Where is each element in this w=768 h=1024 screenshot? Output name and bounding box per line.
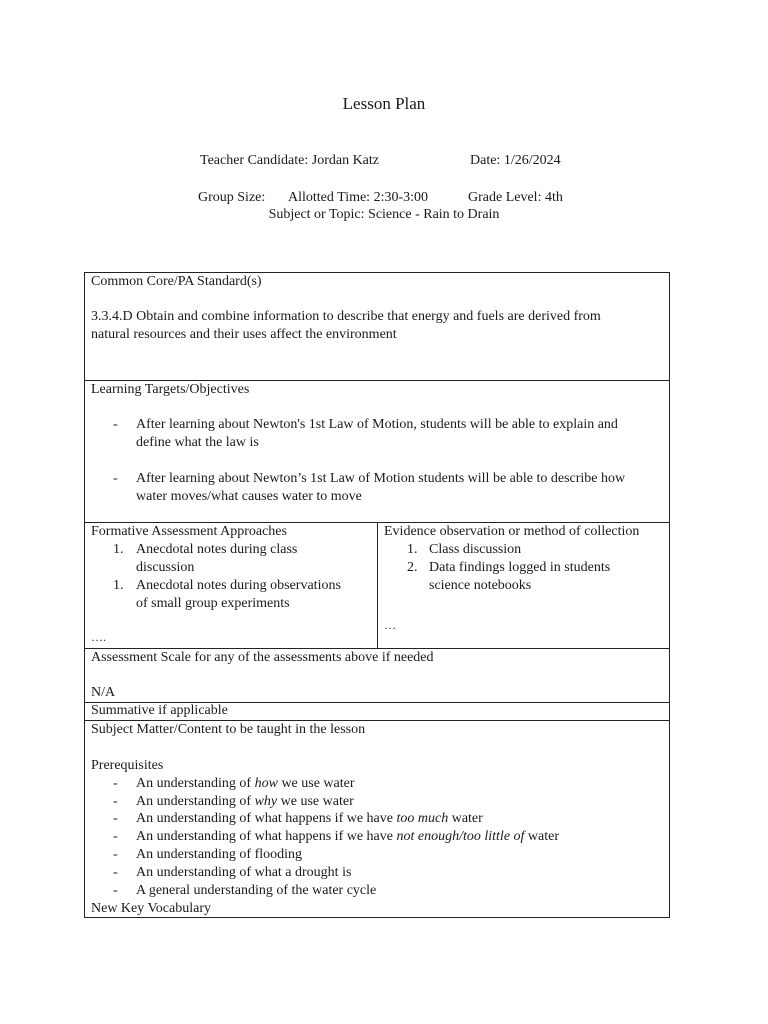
assessment-scale-heading: Assessment Scale for any of the assessments above if needed: [91, 650, 434, 665]
formative-item-2-line1: Anecdotal notes during observations: [136, 578, 341, 593]
formative-item-1-line2: discussion: [136, 560, 195, 575]
prereq-bullet-dash: -: [113, 776, 118, 791]
objectives-section: [84, 381, 670, 523]
prereq-bullet-dash: -: [113, 794, 118, 809]
assessment-scale-value: N/A: [91, 685, 116, 700]
objective-bullet-dash: -: [113, 417, 118, 432]
prereq-item-6: An understanding of what a drought is: [136, 865, 352, 880]
prereq-bullet-dash: -: [113, 883, 118, 898]
evidence-item-2-line1: Data findings logged in students: [429, 560, 611, 575]
objective-2-line1: After learning about Newton’s 1st Law of Motion students will be able to describe how: [136, 471, 626, 486]
subject-topic: Subject or Topic: Science - Rain to Drain: [268, 207, 500, 222]
column-divider: [377, 523, 378, 648]
assessment-approaches-section: [84, 523, 670, 649]
subject-matter-section: [84, 721, 670, 918]
prereq-bullet-dash: -: [113, 847, 118, 862]
formative-item-2-line2: of small group experiments: [136, 596, 290, 611]
vocabulary-heading: New Key Vocabulary: [91, 901, 212, 916]
prereq-bullet-dash: -: [113, 829, 118, 844]
prereq-bullet-dash: -: [113, 811, 118, 826]
summative-section: [84, 703, 670, 721]
lesson-date: Date: 1/26/2024: [470, 153, 561, 168]
prerequisites-heading: Prerequisites: [91, 758, 164, 773]
teacher-candidate: Teacher Candidate: Jordan Katz: [200, 153, 379, 168]
formative-item-number: 1.: [113, 542, 124, 557]
allotted-time: Allotted Time: 2:30-3:00: [288, 190, 429, 205]
standards-text-line1: 3.3.4.D Obtain and combine information to describe that energy and fuels are derived from: [91, 309, 601, 324]
summative-heading: Summative if applicable: [91, 703, 228, 718]
evidence-ellipsis: …: [384, 618, 396, 632]
subject-matter-heading: Subject Matter/Content to be taught in the lesson: [91, 722, 366, 737]
prereq-item-1: An understanding of how we use water: [136, 776, 355, 791]
evidence-item-number: 1.: [407, 542, 418, 557]
objectives-heading: Learning Targets/Objectives: [91, 382, 250, 397]
prereq-item-5: An understanding of flooding: [136, 847, 303, 862]
grade-level: Grade Level: 4th: [468, 190, 563, 205]
formative-heading: Formative Assessment Approaches: [91, 524, 287, 539]
evidence-item-number: 2.: [407, 560, 418, 575]
standards-section: [84, 272, 670, 381]
prereq-item-4: An understanding of what happens if we have not enough/too little of water: [136, 829, 560, 844]
evidence-item-1-line1: Class discussion: [429, 542, 522, 557]
objective-2-line2: water moves/what causes water to move: [136, 489, 362, 504]
standards-heading: Common Core/PA Standard(s): [91, 274, 262, 289]
formative-item-number: 1.: [113, 578, 124, 593]
evidence-item-2-line2: science notebooks: [429, 578, 532, 593]
prereq-item-7: A general understanding of the water cycle: [136, 883, 377, 898]
objective-1-line1: After learning about Newton's 1st Law of Motion, students will be able to explain and: [136, 417, 618, 432]
prereq-item-3: An understanding of what happens if we have too much water: [136, 811, 483, 826]
standards-text-line2: natural resources and their uses affect the environment: [91, 327, 397, 342]
page-title: Lesson Plan: [342, 94, 426, 113]
prereq-bullet-dash: -: [113, 865, 118, 880]
prereq-item-2: An understanding of why we use water: [136, 794, 354, 809]
group-size: Group Size:: [198, 190, 266, 205]
formative-ellipsis: ….: [91, 630, 106, 644]
objective-1-line2: define what the law is: [136, 435, 259, 450]
formative-item-1-line1: Anecdotal notes during class: [136, 542, 298, 557]
assessment-scale-section: [84, 649, 670, 703]
objective-bullet-dash: -: [113, 471, 118, 486]
evidence-heading: Evidence observation or method of collection: [384, 524, 640, 539]
